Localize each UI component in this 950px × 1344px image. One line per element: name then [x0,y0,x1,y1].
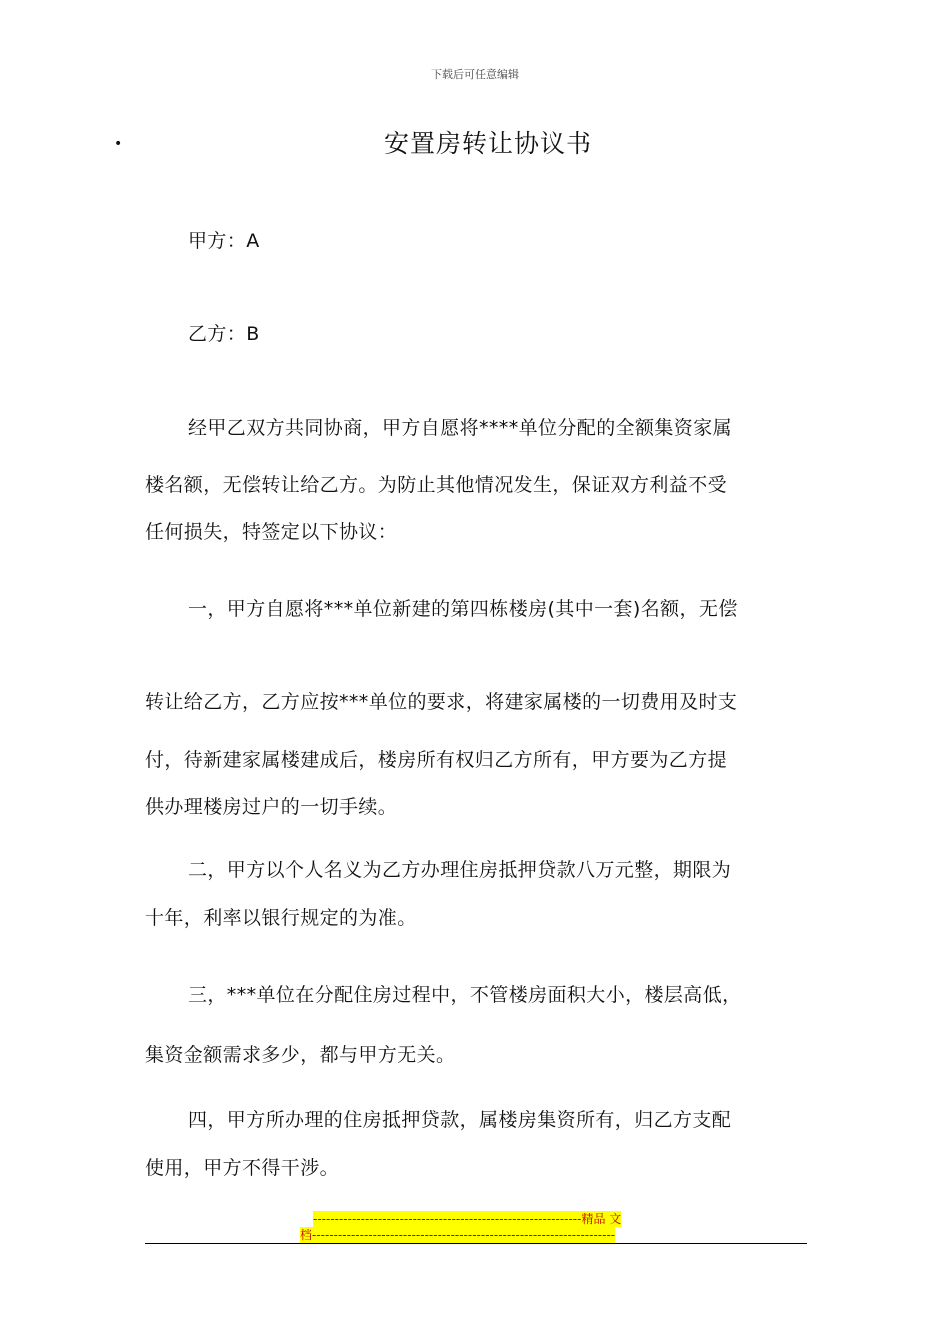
clause-1-line-4: 供办理楼房过户的一切手续。 [145,796,398,818]
clause-4-line-2: 使用，甲方不得干涉。 [145,1157,340,1179]
intro-line-3: 任何损失，特签定以下协议： [145,521,398,543]
list-bullet: • [114,136,123,152]
document-title: 安置房转让协议书 [383,129,592,158]
party-b: 乙方：B [188,323,260,345]
clause-2-line-1: 二，甲方以个人名义为乙方办理住房抵押贷款八万元整，期限为 [188,859,732,881]
clause-1-line-3: 付，待新建家属楼建成后，楼房所有权归乙方所有，甲方要为乙方提 [145,749,728,771]
header-note: 下载后可任意编辑 [431,68,519,81]
intro-line-2: 楼名额，无偿转让给乙方。为防止其他情况发生，保证双方利益不受 [145,474,728,496]
clause-4-line-1: 四，甲方所办理的住房抵押贷款，属楼房集资所有，归乙方支配 [188,1109,732,1131]
clause-3-line-2: 集资金额需求多少，都与甲方无关。 [145,1044,456,1066]
clause-1-line-1: 一，甲方自愿将***单位新建的第四栋楼房(其中一套)名额，无偿 [188,598,738,620]
clause-2-line-2: 十年，利率以银行规定的为准。 [145,907,417,929]
footer-rule [145,1243,807,1244]
clause-1-line-2: 转让给乙方，乙方应按***单位的要求，将建家属楼的一切费用及时支 [145,691,738,713]
footer-watermark-line-2: 档---------------------------------------------------------------------- [300,1228,616,1242]
intro-line-1: 经甲乙双方共同协商，甲方自愿将****单位分配的全额集资家属 [188,417,733,439]
party-a: 甲方：A [188,230,260,252]
footer-watermark-line-1: --------------------------------------------------------------精品 文 [313,1212,622,1226]
clause-3-line-1: 三，***单位在分配住房过程中，不管楼房面积大小，楼层高低， [188,984,742,1006]
